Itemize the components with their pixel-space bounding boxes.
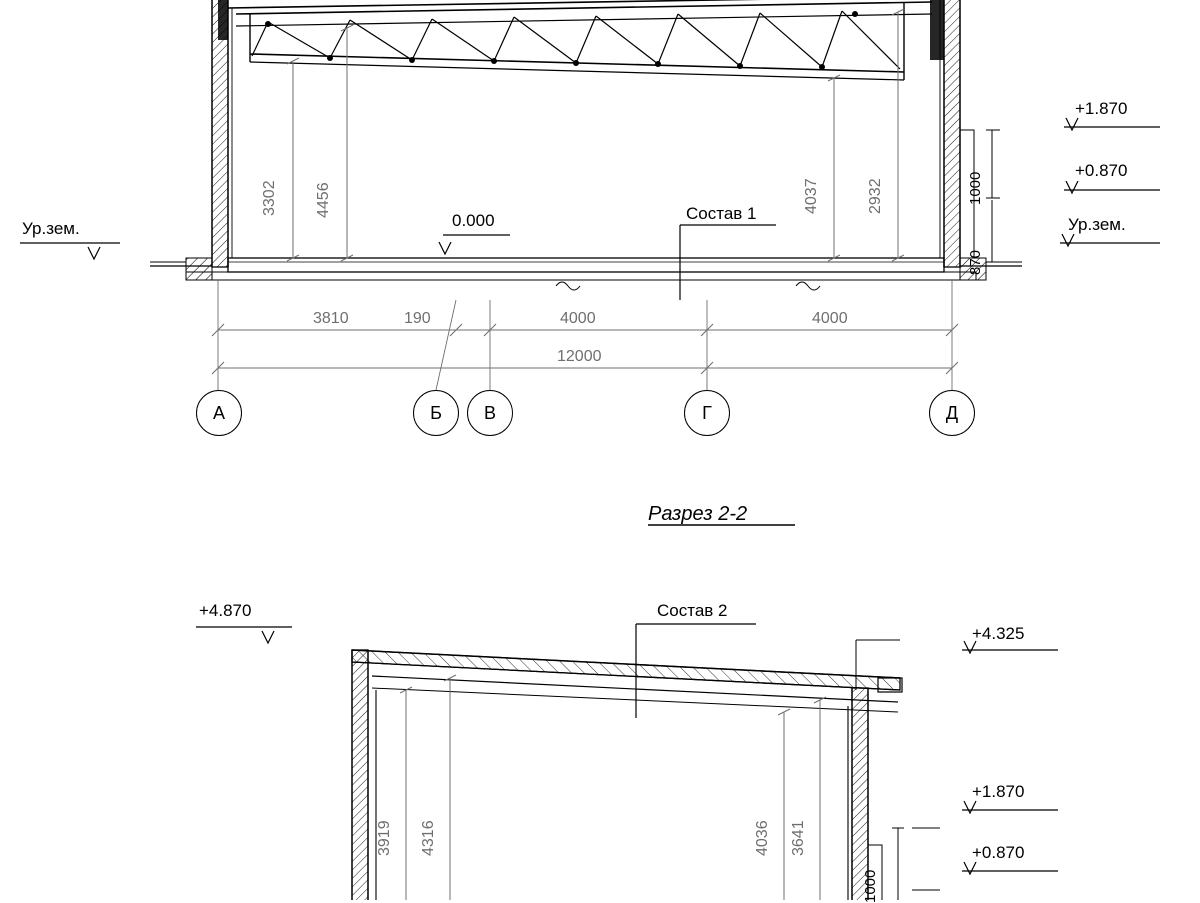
- note-sostav-2: Состав 2: [657, 601, 728, 620]
- level-label-ground-left: Ур.зем.: [22, 219, 80, 238]
- grid-bubble-v-label: В: [483, 402, 496, 423]
- level-label-zero: 0.000: [452, 211, 495, 230]
- grid-bubble-a-label: А: [212, 402, 225, 423]
- grid-bubble-d-label: Д: [945, 402, 959, 423]
- dim-vertical-3302: 3302: [261, 180, 278, 216]
- dim-vertical-1000-lower: 1000: [862, 869, 879, 903]
- grid-bubble-b-label: Б: [430, 402, 442, 423]
- level-label-plus-0-870-right: +0.870: [1075, 161, 1128, 180]
- dim-vertical-3919: 3919: [376, 820, 393, 856]
- dim-vertical-3641: 3641: [790, 820, 807, 856]
- section-title-2-2: Разрез 2-2: [648, 503, 748, 525]
- dim-horizontal-4000-2: 4000: [812, 310, 848, 327]
- grid-bubble-a: [196, 390, 242, 436]
- level-label-plus-1-870-right: +1.870: [1075, 99, 1128, 118]
- level-label-plus-4-870-left: +4.870: [199, 601, 252, 620]
- dim-vertical-4037: 4037: [803, 178, 820, 214]
- dim-vertical-4036: 4036: [754, 820, 771, 856]
- grid-bubble-d: [929, 390, 975, 436]
- level-label-plus-4-325-right: +4.325: [972, 624, 1025, 643]
- dim-vertical-4316: 4316: [420, 820, 437, 856]
- dim-vertical-1000-upper: 1000: [967, 171, 984, 205]
- dim-horizontal-190: 190: [404, 310, 431, 327]
- grid-bubble-v: [467, 390, 513, 436]
- dim-horizontal-3810: 3810: [313, 310, 349, 327]
- dim-horizontal-4000-1: 4000: [560, 310, 596, 327]
- dim-vertical-870-upper: 870: [967, 249, 984, 275]
- level-label-plus-0-870-right-lower: +0.870: [972, 843, 1025, 862]
- level-label-ground-right: Ур.зем.: [1068, 215, 1126, 234]
- dim-horizontal-12000: 12000: [557, 348, 602, 365]
- grid-bubble-b: [413, 390, 459, 436]
- dim-vertical-4456: 4456: [315, 182, 332, 218]
- grid-bubble-g: [684, 390, 730, 436]
- note-sostav-1: Состав 1: [686, 204, 757, 223]
- dim-vertical-2932: 2932: [867, 178, 884, 214]
- grid-bubble-g-label: Г: [702, 402, 712, 423]
- level-label-plus-1-870-right-lower: +1.870: [972, 782, 1025, 801]
